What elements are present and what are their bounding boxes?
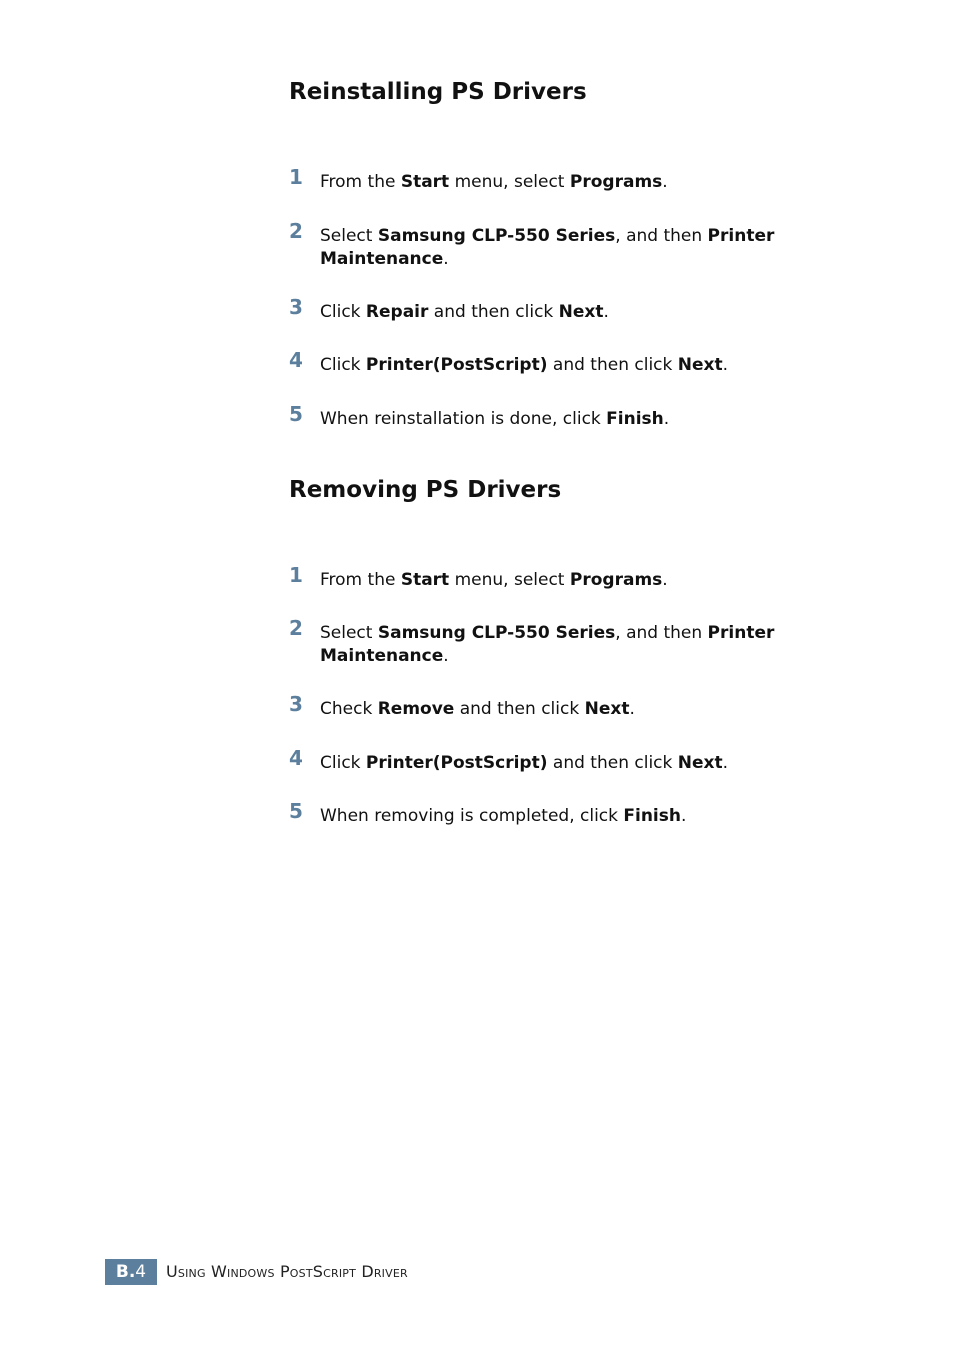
step-text-segment: From the: [320, 172, 401, 192]
step-text-segment: Select: [320, 226, 378, 246]
step-text-segment: .: [662, 172, 668, 192]
step-emphasis: Programs: [569, 570, 663, 590]
page-number: 4: [135, 1262, 147, 1282]
step-emphasis: Finish: [606, 409, 664, 429]
page-footer: [105, 1259, 408, 1285]
step-item: [289, 295, 829, 324]
step-text-segment: Click: [320, 355, 366, 375]
step-text-segment: and then click: [547, 355, 678, 375]
step-emphasis: Repair: [365, 302, 429, 322]
step-text-segment: menu, select: [449, 570, 570, 590]
step-text-segment: When removing is completed, click: [320, 806, 624, 826]
step-emphasis: Remove: [377, 699, 455, 719]
step-text-segment: and then click: [547, 753, 678, 773]
step-text-segment: Select: [320, 623, 378, 643]
step-text: [320, 805, 829, 828]
step-emphasis: Next: [558, 302, 604, 322]
step-item: [289, 746, 829, 775]
step-text: [320, 698, 829, 721]
step-emphasis: Next: [584, 699, 630, 719]
step-text-segment: , and then: [615, 226, 708, 246]
step-emphasis: Printer(PostScript): [365, 355, 548, 375]
step-number: 4: [289, 746, 303, 770]
step-number: 4: [289, 348, 303, 372]
step-text-segment: .: [722, 753, 729, 773]
page-number-badge: [105, 1259, 157, 1285]
step-text: [320, 622, 829, 668]
footer-chapter-title: Using Windows PostScript Driver: [166, 1262, 408, 1281]
step-item: [289, 692, 829, 721]
step-text-segment: menu, select: [449, 172, 570, 192]
step-text-segment: Check: [320, 699, 378, 719]
step-text: [320, 569, 829, 592]
step-emphasis: Next: [677, 355, 723, 375]
step-text-segment: When reinstallation is done, click: [320, 409, 607, 429]
step-number: 5: [289, 402, 303, 426]
section-title: Removing PS Drivers: [289, 477, 562, 503]
step-text: [320, 354, 829, 377]
step-number: 2: [289, 616, 303, 640]
step-emphasis: Next: [677, 753, 723, 773]
step-item: [289, 616, 829, 668]
step-number: 3: [289, 295, 303, 319]
step-item: [289, 165, 829, 194]
step-number: 5: [289, 799, 303, 823]
step-text-segment: .: [629, 699, 635, 719]
step-text: [320, 225, 829, 271]
step-text-segment: and then click: [428, 302, 559, 322]
step-item: [289, 563, 829, 592]
step-text-segment: and then click: [454, 699, 585, 719]
step-emphasis: Finish: [623, 806, 681, 826]
step-text-segment: Click: [320, 302, 366, 322]
step-text-segment: , and then: [615, 623, 708, 643]
step-number: 1: [289, 165, 303, 189]
step-text-segment: .: [722, 355, 729, 375]
step-text: [320, 408, 829, 431]
step-text: [320, 171, 829, 194]
step-number: 2: [289, 219, 303, 243]
section-title: Reinstalling PS Drivers: [289, 79, 587, 105]
step-emphasis: Samsung CLP-550 Series: [377, 623, 616, 643]
step-text-segment: From the: [320, 570, 401, 590]
step-emphasis: Start: [400, 570, 450, 590]
step-text: [320, 752, 829, 775]
step-item: [289, 402, 829, 431]
step-text-segment: .: [603, 302, 609, 322]
step-item: [289, 348, 829, 377]
step-text: [320, 301, 829, 324]
step-number: 1: [289, 563, 303, 587]
step-emphasis: Printer Maintenance: [320, 623, 775, 666]
step-text-segment: .: [443, 249, 449, 269]
chapter-label: B.: [115, 1262, 136, 1282]
section-removing: [289, 474, 849, 826]
step-emphasis: Samsung CLP-550 Series: [377, 226, 616, 246]
step-text-segment: Click: [320, 753, 366, 773]
step-emphasis: Start: [400, 172, 450, 192]
step-item: [289, 799, 829, 828]
step-emphasis: Printer Maintenance: [320, 226, 775, 269]
step-emphasis: Programs: [569, 172, 663, 192]
step-item: [289, 219, 829, 271]
step-text-segment: .: [663, 409, 670, 429]
step-text-segment: .: [680, 806, 687, 826]
section-reinstalling: [289, 76, 849, 429]
step-text-segment: .: [662, 570, 668, 590]
step-text-segment: .: [443, 646, 449, 666]
step-number: 3: [289, 692, 303, 716]
step-emphasis: Printer(PostScript): [365, 753, 548, 773]
